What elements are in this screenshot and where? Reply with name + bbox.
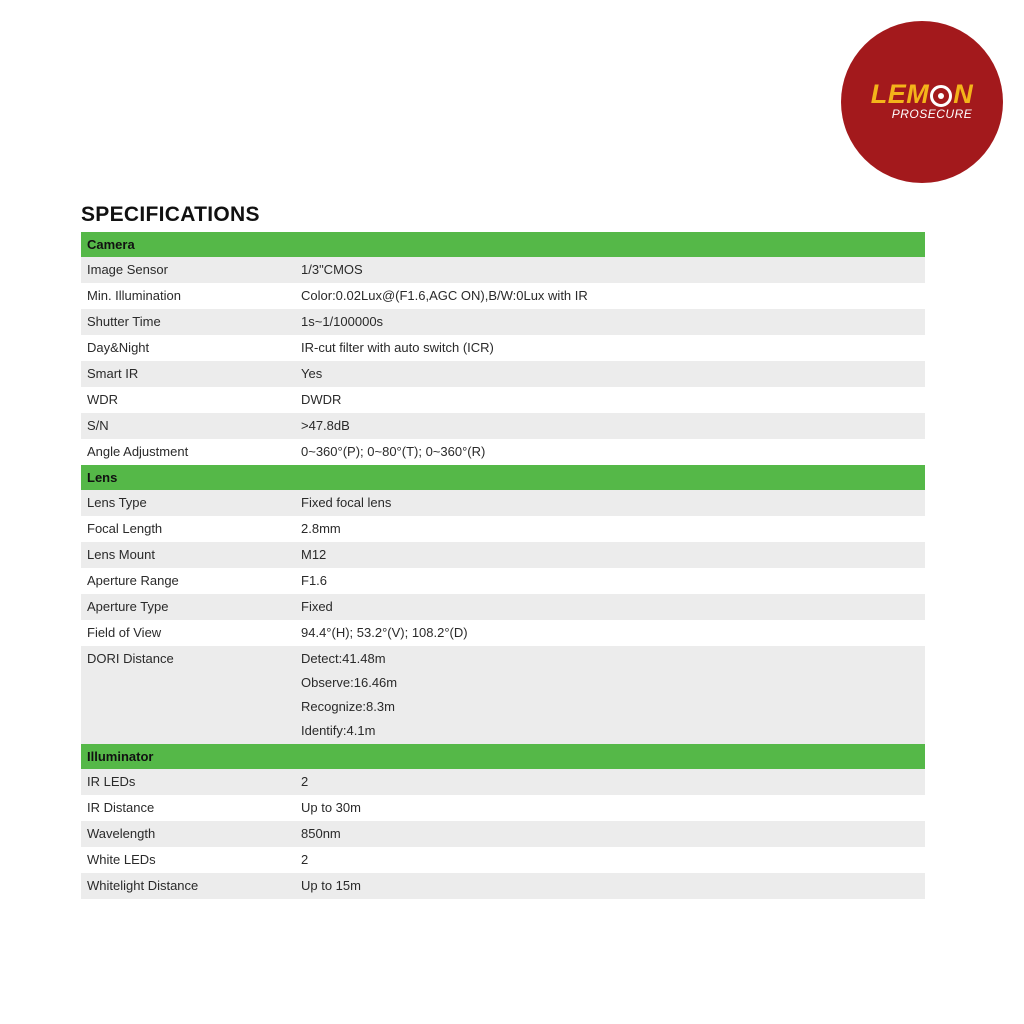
table-row <box>81 795 925 821</box>
spec-label: Min. Illumination <box>81 283 295 309</box>
section-header-illuminator <box>81 744 925 769</box>
spec-value <box>295 335 925 361</box>
spec-label: Aperture Range <box>81 568 295 594</box>
spec-value-line: 850nm <box>301 826 341 841</box>
spec-label: Angle Adjustment <box>81 439 295 465</box>
table-row <box>81 821 925 847</box>
spec-value <box>295 646 925 744</box>
spec-value <box>295 873 925 899</box>
spec-value <box>295 387 925 413</box>
spec-value-line: 2.8mm <box>301 521 341 536</box>
logo-wordmark <box>841 79 1003 109</box>
spec-value <box>295 361 925 387</box>
spec-label: Smart IR <box>81 361 295 387</box>
section-title: Illuminator <box>81 744 925 769</box>
table-row <box>81 413 925 439</box>
spec-label: White LEDs <box>81 847 295 873</box>
spec-label: Lens Mount <box>81 542 295 568</box>
spec-value-line: Fixed <box>301 599 333 614</box>
spec-value <box>295 594 925 620</box>
spec-label: S/N <box>81 413 295 439</box>
spec-value-line: M12 <box>301 547 327 562</box>
spec-value-line: 0~360°(P); 0~80°(T); 0~360°(R) <box>301 444 486 459</box>
section-title: Camera <box>81 232 925 257</box>
spec-value <box>295 542 925 568</box>
spec-value <box>295 490 925 516</box>
table-row <box>81 542 925 568</box>
spec-label: Whitelight Distance <box>81 873 295 899</box>
spec-value-line: >47.8dB <box>301 418 350 433</box>
section-header-lens <box>81 465 925 490</box>
spec-value <box>295 516 925 542</box>
table-row <box>81 769 925 795</box>
spec-value-line: Color:0.02Lux@(F1.6,AGC ON),B/W:0Lux with IR <box>301 288 588 303</box>
spec-value-line: 94.4°(H); 53.2°(V); 108.2°(D) <box>301 625 468 640</box>
spec-value-line: Up to 30m <box>301 800 361 815</box>
table-row <box>81 490 925 516</box>
spec-value-line: 2 <box>301 774 309 789</box>
camera-lens-icon <box>930 85 952 107</box>
spec-label: IR LEDs <box>81 769 295 795</box>
logo-word-end: N <box>953 79 974 109</box>
table-row <box>81 283 925 309</box>
spec-table <box>81 232 925 899</box>
table-row <box>81 309 925 335</box>
spec-label: Focal Length <box>81 516 295 542</box>
spec-label: Lens Type <box>81 490 295 516</box>
table-row <box>81 620 925 646</box>
spec-value <box>295 413 925 439</box>
section-title: Lens <box>81 465 925 490</box>
spec-label: Image Sensor <box>81 257 295 283</box>
spec-label: Shutter Time <box>81 309 295 335</box>
spec-value <box>295 769 925 795</box>
spec-value <box>295 283 925 309</box>
spec-value-line: IR-cut filter with auto switch (ICR) <box>301 340 494 355</box>
spec-value-line: Yes <box>301 366 323 381</box>
spec-label: Wavelength <box>81 821 295 847</box>
spec-label: IR Distance <box>81 795 295 821</box>
table-row <box>81 873 925 899</box>
spec-value <box>295 257 925 283</box>
spec-value-line: Fixed focal lens <box>301 495 392 510</box>
spec-value-line: 1/3"CMOS <box>301 262 363 277</box>
spec-value-line: Identify:4.1m <box>301 723 376 738</box>
table-row <box>81 387 925 413</box>
spec-table-body <box>81 232 925 899</box>
spec-label: Field of View <box>81 620 295 646</box>
spec-label: Day&Night <box>81 335 295 361</box>
spec-value <box>295 309 925 335</box>
logo-word-start: LEM <box>870 79 930 109</box>
section-header-camera <box>81 232 925 257</box>
spec-value-line: Up to 15m <box>301 878 361 893</box>
spec-value-line: F1.6 <box>301 573 328 588</box>
table-row <box>81 516 925 542</box>
spec-value-line: Recognize:8.3m <box>301 699 395 714</box>
table-row <box>81 257 925 283</box>
spec-value <box>295 847 925 873</box>
spec-label: DORI Distance <box>81 646 295 744</box>
spec-value <box>295 821 925 847</box>
table-row <box>81 335 925 361</box>
spec-label: Aperture Type <box>81 594 295 620</box>
spec-label: WDR <box>81 387 295 413</box>
logo-subtitle: PROSECURE <box>891 107 973 121</box>
spec-value-line: Detect:41.48m <box>301 651 386 666</box>
table-row <box>81 568 925 594</box>
table-row <box>81 594 925 620</box>
spec-value-line: 1s~1/100000s <box>301 314 384 329</box>
table-row <box>81 361 925 387</box>
page-title: SPECIFICATIONS <box>81 203 260 226</box>
spec-value <box>295 795 925 821</box>
spec-value <box>295 620 925 646</box>
spec-value <box>295 568 925 594</box>
brand-logo <box>841 21 1003 183</box>
table-row <box>81 646 925 744</box>
spec-value-line: DWDR <box>301 392 342 407</box>
spec-value <box>295 439 925 465</box>
table-row <box>81 439 925 465</box>
table-row <box>81 847 925 873</box>
spec-value-line: Observe:16.46m <box>301 675 398 690</box>
spec-value-line: 2 <box>301 852 309 867</box>
